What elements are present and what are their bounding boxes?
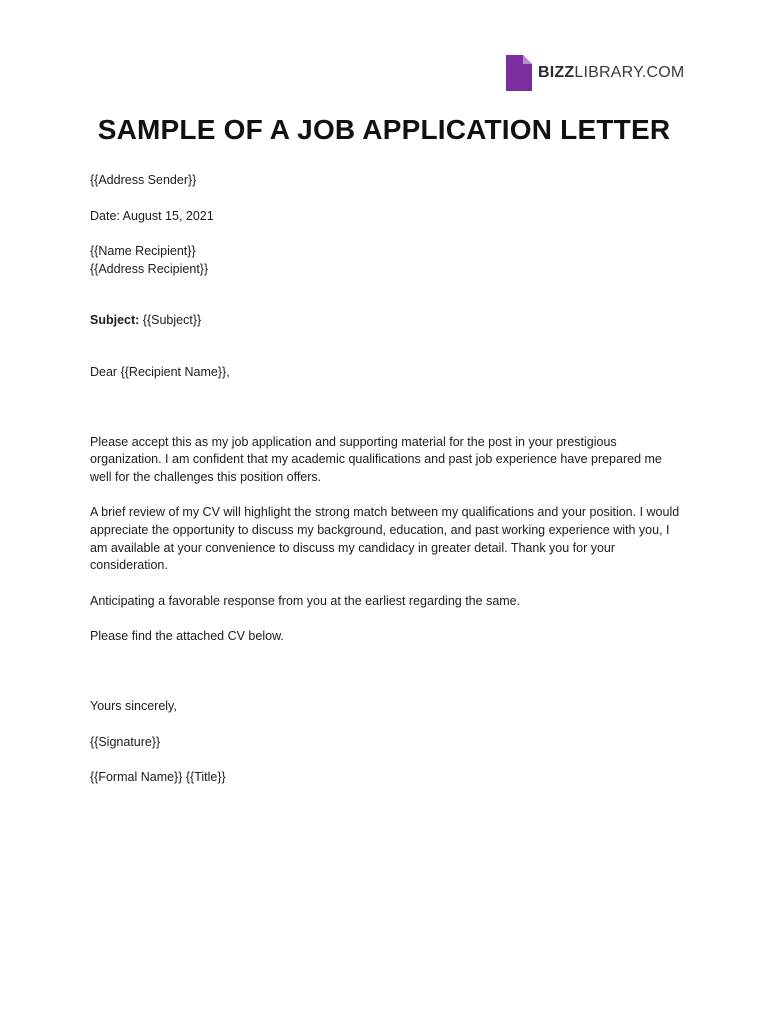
closing: Yours sincerely, <box>90 698 177 713</box>
salutation: Dear {{Recipient Name}}, <box>90 364 230 379</box>
name-recipient: {{Name Recipient}} <box>90 244 196 259</box>
subject-line <box>90 312 680 330</box>
subject-value: {{Subject}} <box>139 313 202 328</box>
letter-date: Date: August 15, 2021 <box>90 208 214 223</box>
paragraph-3: Anticipating a favorable response from you at the earliest regarding the same. <box>90 593 521 608</box>
document-icon <box>506 55 532 91</box>
address-recipient: {{Address Recipient}} <box>90 261 209 276</box>
paragraph-2: A brief review of my CV will highlight the strong match between my qualifications and your position. I would appreciate the opportunity to discuss my background, education, and past working experience with you, I am available at your convenience to discuss my candidacy in greater detail. Thank you for your consideration. <box>90 505 680 573</box>
page-title: SAMPLE OF A JOB APPLICATION LETTER <box>97 114 671 145</box>
address-sender: {{Address Sender}} <box>90 173 197 187</box>
logo-brand-rest: LIBRARY.COM <box>574 64 685 81</box>
paragraph-1: Please accept this as my job application and supporting material for the post in your prestigious organization. I am confident that my academic qualifications and past job experience have prepared me well for the challenges this position offers. <box>90 434 662 484</box>
formal-name-title: {{Formal Name}} {{Title}} <box>90 770 226 785</box>
signature-placeholder: {{Signature}} <box>90 734 161 749</box>
paragraph-4: Please find the attached CV below. <box>90 629 284 644</box>
bizzlibrary-logo <box>506 54 684 92</box>
letter-body <box>90 172 680 787</box>
logo-wordmark <box>538 65 684 81</box>
logo-brand-bold: BIZZ <box>538 64 575 81</box>
subject-label: Subject: <box>90 313 140 328</box>
